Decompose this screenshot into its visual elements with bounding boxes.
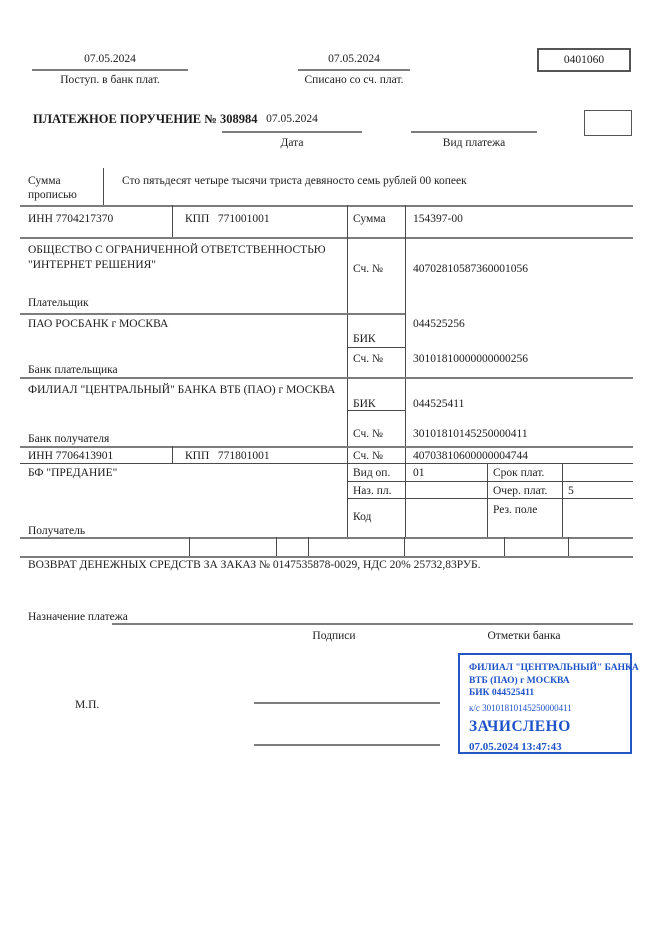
received-in-bank-date: 07.05.2024 (84, 53, 136, 65)
divider-line (20, 313, 405, 315)
divider-line (172, 446, 173, 463)
payer-name-line1: ОБЩЕСТВО С ОГРАНИЧЕННОЙ ОТВЕТСТВЕННОСТЬЮ (28, 244, 326, 256)
date-label: Дата (280, 137, 304, 149)
divider-line (20, 446, 633, 448)
debited-from-account-label: Списано со сч. плат. (304, 74, 404, 86)
payer-bank-account-value: 30101810000000000256 (413, 353, 528, 365)
divider-line (347, 410, 405, 411)
purpose-label: Назначение платежа (28, 611, 128, 623)
stamp-timestamp: 07.05.2024 13:47:43 (469, 740, 562, 753)
signature-line (254, 702, 440, 704)
amount-words-label: Сумма прописью (28, 175, 77, 201)
divider-line (172, 205, 173, 237)
ocher-plat-value: 5 (568, 485, 574, 497)
divider-line (20, 463, 633, 464)
payer-bank-label: Банк плательщика (28, 364, 118, 376)
payment-type-box (584, 110, 632, 136)
stamp-status: ЗАЧИСЛЕНО (469, 717, 571, 735)
divider-line (20, 237, 633, 239)
payment-type-label: Вид платежа (442, 137, 506, 149)
divider-line (347, 498, 633, 499)
form-code-value: 0401060 (563, 54, 605, 66)
divider-line (504, 537, 505, 556)
divider-line (103, 168, 104, 205)
document-date-value: 07.05.2024 (266, 113, 318, 125)
payee-bank-name: ФИЛИАЛ "ЦЕНТРАЛЬНЫЙ" БАНКА ВТБ (ПАО) г МОСКВА (28, 384, 336, 396)
payer-bank-account-label: Сч. № (353, 353, 384, 365)
divider-line (568, 537, 569, 556)
ocher-plat-label: Очер. плат. (493, 485, 548, 497)
payee-inn: ИНН 7706413901 (28, 450, 114, 462)
divider-line (405, 205, 406, 537)
payee-kpp: КПП 771801001 (185, 450, 270, 462)
received-in-bank-label: Поступ. в банк плат. (60, 74, 160, 86)
divider-line (20, 537, 633, 539)
signatures-label: Подписи (312, 630, 356, 642)
payer-name-line2: "ИНТЕРНЕТ РЕШЕНИЯ" (28, 259, 156, 271)
divider-line (20, 205, 633, 207)
amount-sum-value: 154397-00 (413, 213, 463, 225)
divider-line (112, 623, 633, 625)
payer-account-value: 40702810587360001056 (413, 263, 528, 275)
divider-line (347, 481, 633, 482)
payee-account-label: Сч. № (353, 450, 384, 462)
kod-label: Код (353, 511, 372, 523)
purpose-text: ВОЗВРАТ ДЕНЕЖНЫХ СРЕДСТВ ЗА ЗАКАЗ № 0147535878-0029, НДС 20% 25732,83РУБ. (28, 559, 481, 571)
vid-op-value: 01 (413, 467, 425, 479)
payer-account-label: Сч. № (353, 263, 384, 275)
vid-op-label: Вид оп. (353, 467, 391, 479)
divider-line (276, 537, 277, 556)
payee-bank-account-label: Сч. № (353, 428, 384, 440)
divider-line (562, 463, 563, 537)
divider-line (32, 69, 188, 71)
stamp-bank-name-line2: ВТБ (ПАО) г МОСКВА (469, 675, 570, 686)
divider-line (411, 131, 537, 133)
payee-bank-account-value: 30101810145250000411 (413, 428, 528, 440)
stamp-corr-account: к/с 30101810145250000411 (469, 702, 572, 713)
debited-from-account-date: 07.05.2024 (328, 53, 380, 65)
payee-account-value: 40703810600000004744 (413, 450, 528, 462)
divider-line (308, 537, 309, 556)
srok-plat-label: Срок плат. (493, 467, 545, 479)
payer-kpp: КПП 771001001 (185, 213, 270, 225)
divider-line (298, 69, 410, 71)
payer-inn: ИНН 7704217370 (28, 213, 114, 225)
amount-sum-label: Сумма (353, 213, 386, 225)
signature-line (254, 744, 440, 746)
amount-words-value: Сто пятьдесят четыре тысячи триста девяносто семь рублей 00 копеек (122, 175, 467, 187)
divider-line (347, 347, 405, 348)
divider-line (20, 377, 633, 379)
payer-label: Плательщик (28, 297, 89, 309)
payee-name: БФ "ПРЕДАНИЕ" (28, 467, 118, 479)
rez-pole-label: Рез. поле (493, 504, 538, 516)
naz-pl-label: Наз. пл. (353, 485, 392, 497)
bank-stamp (458, 653, 639, 754)
payer-bank-bik-value: 044525256 (413, 318, 465, 330)
divider-line (404, 537, 405, 556)
payee-label: Получатель (28, 525, 86, 537)
seal-place-label: М.П. (75, 699, 100, 711)
stamp-bik: БИК 044525411 (469, 688, 535, 698)
payee-bank-label: Банк получателя (28, 433, 110, 445)
divider-line (487, 463, 488, 537)
divider-line (222, 131, 362, 133)
payer-bank-bik-label: БИК (353, 333, 376, 345)
payee-bank-bik-label: БИК (353, 398, 376, 410)
divider-line (347, 205, 348, 537)
divider-line (189, 537, 190, 556)
payee-bank-bik-value: 044525411 (413, 398, 465, 410)
form-code-box (537, 48, 631, 72)
stamp-bank-name-line1: ФИЛИАЛ "ЦЕНТРАЛЬНЫЙ" БАНКА (469, 663, 639, 673)
payer-bank-name: ПАО РОСБАНК г МОСКВА (28, 318, 169, 330)
bank-marks-label: Отметки банка (487, 630, 561, 642)
document-title: ПЛАТЕЖНОЕ ПОРУЧЕНИЕ № 308984 (33, 112, 258, 126)
